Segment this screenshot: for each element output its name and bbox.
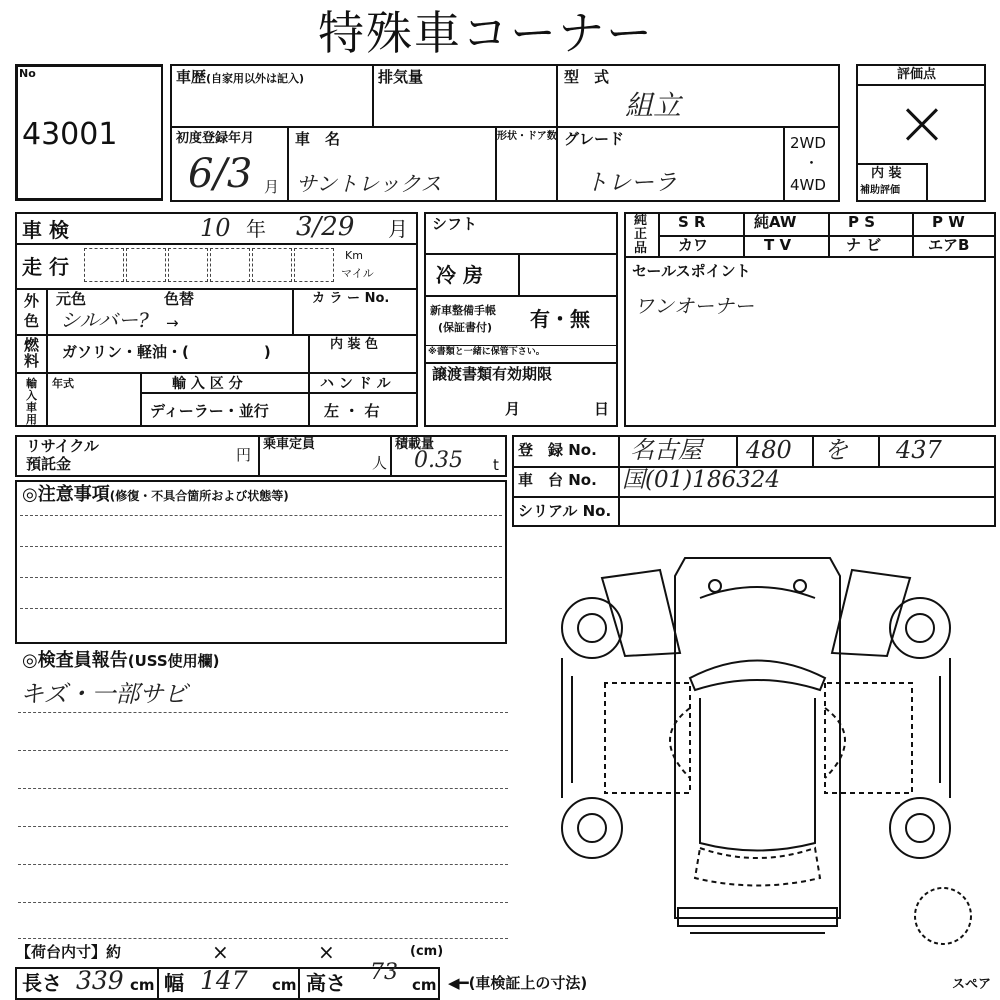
first-reg-label: 初度登録年月	[176, 131, 255, 146]
chassis-label: 車 台 No.	[518, 471, 597, 489]
height-label: 高さ	[306, 971, 346, 995]
fuel-label-b: 料	[24, 352, 40, 370]
maintenance-label-b: (保証書付)	[438, 321, 493, 334]
outer-color-label-a: 外	[24, 292, 40, 310]
displacement-label: 排気量	[378, 68, 424, 86]
load-value: 0.35	[414, 448, 463, 473]
height-unit: cm	[412, 976, 437, 994]
aircon-label: 冷 房	[436, 263, 483, 287]
registration-number: 437	[896, 436, 942, 464]
model-label: 型 式	[564, 68, 610, 86]
interior-color-label: 内 装 色	[330, 337, 379, 352]
handle-value: 左 ・ 右	[324, 402, 380, 420]
history-label: 車歴(自家用以外は記入)	[176, 68, 305, 86]
registration-area: 名古屋	[630, 436, 702, 464]
mileage-mile-unit: マイル	[341, 267, 374, 280]
model-value: 組立	[625, 89, 682, 122]
cargo-cm: (cm)	[410, 944, 444, 959]
options-side-c: 品	[634, 241, 648, 256]
color-no-label: カ ラ ー No.	[312, 291, 390, 306]
first-reg-value: 6/3	[188, 151, 253, 197]
drive-4wd: 4WD	[790, 176, 826, 194]
no-label: No	[19, 67, 36, 80]
transfer-doc-day: 日	[594, 400, 610, 418]
capacity-label: 乗車定員	[263, 437, 316, 452]
inspection-year-value: 10	[200, 214, 231, 242]
vehicle-damage-diagram	[550, 548, 990, 948]
option-alloy-wheel: 純AW	[754, 213, 797, 231]
option-navi: ナ ビ	[846, 236, 882, 254]
car-name-value: サントレックス	[296, 172, 442, 196]
length-label: 長さ	[22, 971, 62, 995]
cargo-label: 【荷台内寸】約	[16, 943, 122, 961]
lot-number: 43001	[22, 117, 118, 152]
maintenance-label-a: 新車整備手帳	[430, 304, 496, 317]
sales-point-box	[624, 258, 996, 427]
shift-label: シフト	[432, 215, 478, 233]
import-class-value: ディーラー・並行	[150, 402, 269, 420]
chassis-value: 国(01)186324	[622, 467, 781, 493]
interior-sub: 補助評価	[860, 185, 900, 196]
inspection-year-unit: 年	[246, 217, 266, 241]
registration-class: 480	[746, 436, 792, 464]
registration-label: 登 録 No.	[518, 441, 597, 459]
orig-color-value: シルバー?	[60, 308, 149, 332]
drive-dot: ・	[804, 154, 820, 172]
capacity-unit: 人	[372, 454, 388, 472]
shape-label: 形状・ドア数	[497, 131, 557, 142]
options-side-b: 正	[634, 227, 648, 242]
import-label-d: 用	[26, 413, 37, 426]
caution-title: ◎注意事項(修復・不具合箇所および状態等)	[22, 484, 289, 505]
maintenance-note: ※書類と一緒に保管下さい。	[428, 347, 545, 357]
option-ps: P S	[848, 213, 876, 231]
serial-label: シリアル No.	[518, 502, 612, 520]
odometer-digit-box	[84, 248, 124, 282]
options-side-a: 純	[634, 213, 648, 228]
registration-kana: を	[824, 436, 848, 464]
odometer-digit-box	[126, 248, 166, 282]
odometer-digit-box	[294, 248, 334, 282]
load-label: 積載量	[395, 437, 435, 452]
width-unit: cm	[272, 976, 297, 994]
option-tv: T V	[764, 236, 792, 254]
inspection-label: 車 検	[22, 218, 69, 242]
page-title: 特殊車コーナー	[318, 6, 654, 60]
drive-2wd: 2WD	[790, 134, 826, 152]
inspection-date-value: 3/29	[296, 212, 355, 242]
height-value: 73	[370, 960, 398, 985]
color-change-label: 色替	[164, 290, 195, 308]
handle-label: ハ ン ド ル	[320, 376, 391, 392]
dims-note: ◀━(車検証上の寸法)	[448, 974, 588, 992]
fuel-options: ガソリン・軽油・( )	[62, 343, 271, 361]
car-name-label: 車 名	[295, 130, 341, 148]
import-year-label: 年式	[52, 377, 74, 390]
length-value: 339	[76, 966, 124, 995]
maintenance-value: 有・無	[530, 307, 590, 331]
odometer-digit-box	[168, 248, 208, 282]
grade-value: トレーラ	[585, 170, 677, 196]
mileage-label: 走 行	[22, 255, 69, 279]
import-class-label: 輸 入 区 分	[172, 376, 243, 392]
recycle-label-b: 預託金	[26, 455, 72, 473]
sales-point-label: セールスポイント	[632, 262, 751, 280]
sales-point-value: ワンオーナー	[634, 294, 754, 318]
odometer-digit-box	[252, 248, 292, 282]
inspection-month-unit: 月	[388, 217, 408, 241]
option-sr: S R	[678, 213, 706, 231]
interior-label: 内 装	[871, 166, 902, 181]
option-leather: カワ	[678, 236, 709, 254]
option-airbag: エアB	[928, 236, 970, 254]
cargo-x1: ×	[212, 940, 229, 964]
import-label-c: 車	[26, 401, 37, 414]
report-title: ◎検査員報告(USS使用欄)	[22, 650, 220, 671]
report-note: キズ・一部サビ	[20, 680, 188, 708]
import-label-a: 輸	[26, 377, 37, 390]
spare-label: スペア	[952, 977, 992, 992]
recycle-unit: 円	[236, 446, 252, 464]
transfer-doc-month: 月	[505, 400, 521, 418]
grade-label: グレード	[564, 130, 625, 148]
recycle-label-a: リサイクル	[26, 437, 99, 455]
transfer-doc-label: 譲渡書類有効期限	[432, 365, 553, 383]
width-value: 147	[200, 966, 248, 995]
color-change-arrow: →	[166, 314, 179, 332]
score-label: 評価点	[897, 67, 937, 82]
length-unit: cm	[130, 976, 155, 994]
cargo-x2: ×	[318, 940, 335, 964]
first-reg-month-unit: 月	[264, 178, 280, 196]
fuel-label-a: 燃	[24, 336, 40, 354]
mileage-km-unit: Km	[345, 249, 363, 262]
option-pw: P W	[932, 213, 965, 231]
import-label-b: 入	[26, 389, 37, 402]
load-unit: t	[493, 456, 499, 474]
score-mark: ×	[896, 86, 948, 159]
orig-color-label: 元色	[56, 290, 87, 308]
width-label: 幅	[164, 971, 184, 995]
odometer-digit-box	[210, 248, 250, 282]
outer-color-label-b: 色	[24, 312, 40, 330]
